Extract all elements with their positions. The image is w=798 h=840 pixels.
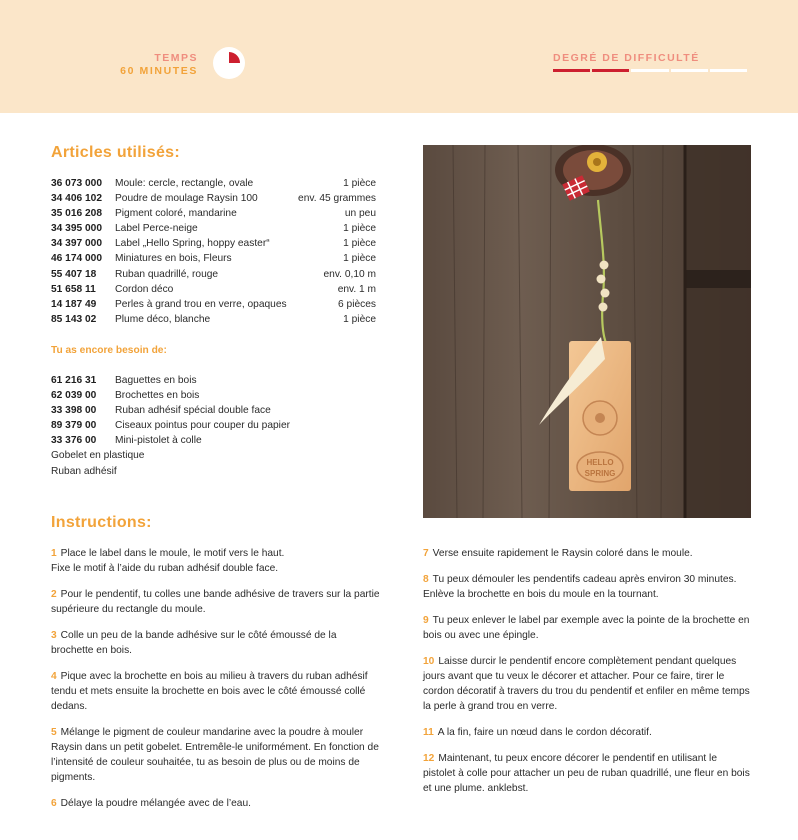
time-block: [110, 52, 198, 78]
material-row: [51, 267, 376, 282]
article-quantity: 1 pièce: [343, 253, 376, 265]
instructions-column-2: [423, 546, 751, 807]
materials-title: Articles utilisés:: [51, 144, 181, 161]
instruction-step: [51, 669, 381, 715]
instruction-step: [423, 654, 751, 715]
instructions-title: Instructions:: [51, 514, 152, 531]
material-row: [51, 297, 376, 312]
instruction-step: [423, 613, 751, 643]
needed-plain-item: Ruban adhésif: [51, 465, 117, 477]
article-name: Plume déco, blanche: [115, 313, 211, 325]
step-number: 11: [423, 726, 434, 738]
article-quantity: 1 pièce: [343, 238, 376, 250]
material-row: [51, 176, 376, 191]
article-code: 33 398 00: [51, 405, 97, 417]
time-value: 60 MINUTES: [120, 65, 198, 77]
material-row: [51, 221, 376, 236]
step-text: Délaye la poudre mélangée avec de l’eau.: [60, 798, 251, 810]
article-code: 34 406 102: [51, 193, 102, 205]
difficulty-bar: [631, 69, 668, 72]
instruction-step: [51, 628, 381, 658]
needed-plain-item: Gobelet en plastique: [51, 450, 145, 462]
difficulty-bar: [592, 69, 629, 72]
article-code: 85 143 02: [51, 313, 97, 325]
needed-list: [51, 373, 311, 479]
step-text: Place le label dans le moule, le motif vers le haut. Fixe le motif à l’aide du ruban adhésif double face.: [51, 548, 285, 575]
article-quantity: env. 1 m: [337, 283, 376, 295]
material-row: [51, 282, 376, 297]
difficulty-bars: [553, 69, 747, 72]
instruction-step: [51, 546, 381, 576]
step-text: Mélange le pigment de couleur mandarine avec la poudre à mouler Raysin dans un petit gobelet. Entremêle-le uniformément. En fonction de l’intensité de couleur souhaitée, tu as besoin de plus ou de moins de pigments.: [51, 726, 379, 784]
step-text: Tu peux enlever le label par exemple avec la pointe de la brochette en bois ou avec une épingle.: [423, 614, 750, 641]
product-photo: [423, 145, 751, 518]
tag-text-spring: SPRING: [584, 469, 616, 478]
article-code: 35 016 208: [51, 208, 102, 220]
step-text: Verse ensuite rapidement le Raysin coloré dans le moule.: [432, 548, 693, 559]
article-code: 62 039 00: [51, 390, 97, 402]
instruction-step: [423, 572, 751, 602]
article-quantity: 1 pièce: [343, 223, 376, 235]
material-row: [51, 312, 376, 327]
article-name: Miniatures en bois, Fleurs: [115, 253, 232, 265]
article-code: 14 187 49: [51, 298, 97, 310]
needed-title: Tu as encore besoin de:: [51, 345, 167, 356]
article-code: 33 376 00: [51, 435, 97, 447]
article-quantity: 6 pièces: [338, 298, 376, 310]
instructions-column-1: [51, 546, 381, 822]
material-row: [51, 191, 376, 206]
article-code: 55 407 18: [51, 268, 97, 280]
step-number: 7: [423, 548, 429, 559]
step-text: Laisse durcir le pendentif encore complètement pendant quelques jours avant que tu veux le décorer et attacher. Pour ce faire, tirer le cordon décoratif à travers du trou du pendentif et enfiler en même temps la perle à grand trou en verre.: [423, 655, 750, 713]
article-code: 89 379 00: [51, 420, 97, 432]
article-quantity: env. 45 grammes: [298, 193, 376, 205]
step-number: 9: [423, 614, 429, 626]
materials-list: [51, 176, 376, 327]
article-name: Mini-pistolet à colle: [115, 435, 202, 447]
difficulty-block: [553, 52, 747, 72]
article-quantity: 1 pièce: [343, 313, 376, 325]
time-label: TEMPS: [154, 52, 198, 64]
step-text: Tu peux démouler les pendentifs cadeau après environ 30 minutes. Enlève la brochette en bois du moule en la tournant.: [423, 573, 737, 600]
step-number: 3: [51, 629, 57, 641]
article-name: Moule: cercle, rectangle, ovale: [115, 178, 254, 189]
article-name: Ruban quadrillé, rouge: [115, 268, 219, 280]
article-name: Label „Hello Spring, hoppy easter“: [115, 238, 270, 250]
step-number: 5: [51, 726, 57, 738]
article-name: Poudre de moulage Raysin 100: [115, 193, 258, 205]
article-code: 51 658 11: [51, 283, 96, 295]
step-number: 8: [423, 573, 429, 585]
article-name: Brochettes en bois: [115, 390, 200, 402]
step-number: 1: [51, 548, 57, 559]
difficulty-bar: [671, 69, 708, 72]
material-row: [51, 236, 376, 251]
instruction-step: [423, 546, 751, 561]
needed-row: [51, 418, 311, 433]
instruction-step: [423, 725, 751, 740]
difficulty-bar: [553, 69, 590, 72]
article-name: Ciseaux pointus pour couper du papier: [115, 420, 290, 432]
difficulty-label: DEGRÉ DE DIFFICULTÉ: [553, 52, 700, 64]
article-quantity: un peu: [344, 208, 376, 220]
needed-row: [51, 433, 311, 448]
step-number: 4: [51, 670, 57, 682]
article-name: Cordon déco: [115, 283, 174, 295]
article-name: Baguettes en bois: [115, 375, 197, 386]
article-name: Pigment coloré, mandarine: [115, 208, 237, 220]
article-name: Perles à grand trou en verre, opaques: [115, 298, 287, 310]
instruction-step: [423, 751, 751, 797]
article-code: 34 395 000: [51, 223, 102, 235]
article-code: 61 216 31: [51, 375, 97, 386]
step-number: 6: [51, 798, 57, 810]
clock-icon: [212, 46, 246, 80]
needed-row: [51, 403, 311, 418]
step-text: Pour le pendentif, tu colles une bande adhésive de travers sur la partie supérieure du rectangle du moule.: [51, 588, 380, 616]
step-text: Colle un peu de la bande adhésive sur le côté émoussé de la brochette en bois.: [51, 629, 337, 657]
article-code: 36 073 000: [51, 178, 102, 189]
article-name: Ruban adhésif spécial double face: [115, 405, 271, 417]
difficulty-bar: [710, 69, 747, 72]
article-quantity: 1 pièce: [343, 178, 376, 189]
article-code: 46 174 000: [51, 253, 102, 265]
material-row: [51, 206, 376, 221]
article-code: 34 397 000: [51, 238, 102, 250]
step-text: Maintenant, tu peux encore décorer le pendentif en utilisant le pistolet à colle pour attacher un peu de ruban quadrillé, une fleur en bois et une plume. anklebst.: [423, 752, 750, 794]
step-number: 12: [423, 752, 435, 764]
article-quantity: env. 0,10 m: [323, 268, 376, 280]
instruction-step: [51, 796, 381, 811]
instruction-step: [51, 725, 381, 786]
needed-row: [51, 373, 311, 388]
instruction-step: [51, 587, 381, 617]
step-number: 10: [423, 655, 435, 667]
step-text: A la fin, faire un nœud dans le cordon décoratif.: [437, 726, 652, 738]
tag-text-hello: HELLO: [586, 458, 614, 467]
step-number: 2: [51, 588, 57, 600]
article-name: Label Perce-neige: [115, 223, 198, 235]
material-row: [51, 251, 376, 266]
needed-row: [51, 388, 311, 403]
step-text: Pique avec la brochette en bois au milieu à travers du ruban adhésif tendu et mets ensuite la brochette en bois avec le côté émoussé collé dedans.: [51, 670, 368, 713]
